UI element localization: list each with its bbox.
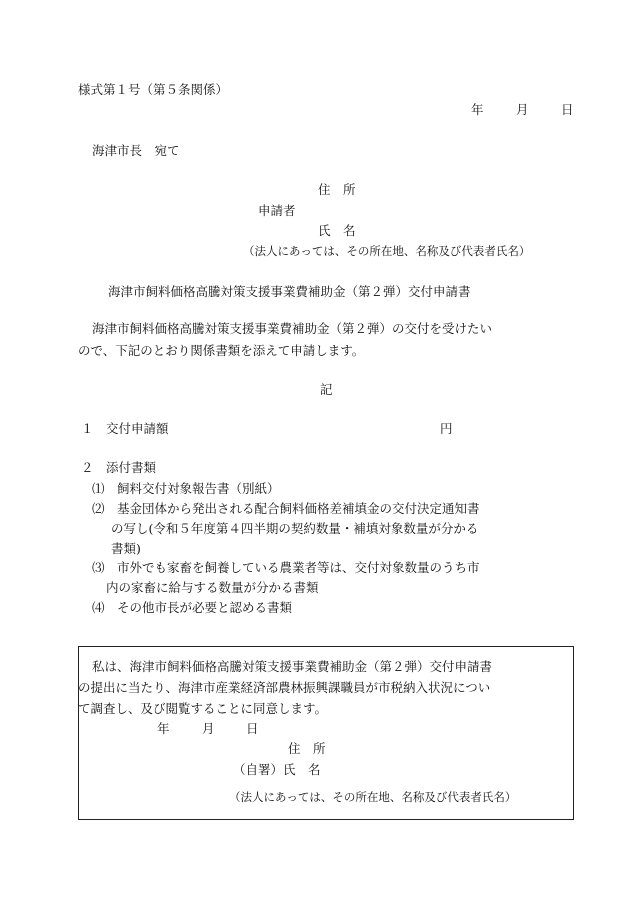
attachment-2-line-3: 書類)	[111, 541, 141, 556]
consent-line-3: て調査し、及び閲覧することに同意します。	[78, 701, 328, 716]
applicant-address-label: 住 所	[318, 182, 356, 197]
consent-month-label: 月	[202, 721, 215, 736]
consent-year-label: 年	[157, 721, 170, 736]
applicant-label: 申請者	[258, 203, 296, 218]
ki-heading: 記	[320, 382, 333, 397]
consent-line-1: 私は、海津市飼料価格高騰対策支援事業費補助金（第２弾）交付申請書	[92, 659, 493, 674]
addressee: 海津市長 宛て	[92, 143, 180, 158]
item1-unit: 円	[440, 421, 453, 436]
form-number: 様式第１号（第５条関係）	[78, 82, 229, 97]
attachment-1: ⑴ 飼料交付対象報告書（別紙）	[92, 481, 280, 496]
attachment-2-line-1: ⑵ 基金団体から発出される配合飼料価格差補填金の交付決定通知書	[92, 501, 480, 516]
attachment-4: ⑷ その他市長が必要と認める書類	[92, 600, 293, 615]
item2-label: ２ 添付書類	[81, 460, 157, 475]
body-line-2: ので、下記のとおり関係書類を添えて申請します。	[78, 343, 365, 358]
attachment-3-line-2: 内の家畜に給与する数量が分かる書類	[106, 580, 319, 595]
item1-label: １ 交付申請額	[81, 421, 169, 436]
date-month-label: 月	[516, 102, 529, 117]
body-line-1: 海津市飼料価格高騰対策支援事業費補助金（第２弾）の交付を受けたい	[92, 321, 493, 336]
attachment-3-line-1: ⑶ 市外でも家畜を飼養している農業者等は、交付対象数量のうち市	[92, 560, 480, 575]
date-year-label: 年	[471, 102, 484, 117]
date-day-label: 日	[561, 102, 574, 117]
document-title: 海津市飼料価格高騰対策支援事業費補助金（第２弾）交付申請書	[108, 284, 471, 299]
attachment-2-line-2: の写し(令和５年度第４四半期の契約数量・補填対象数量が分かる	[111, 521, 479, 536]
applicant-note: （法人にあっては、その所在地、名称及び代表者氏名）	[243, 244, 531, 258]
consent-note: （法人にあっては、その所在地、名称及び代表者氏名）	[229, 790, 517, 804]
consent-address-label: 住 所	[288, 741, 326, 756]
consent-signature-label: （自署）氏 名	[233, 762, 321, 777]
consent-day-label: 日	[246, 721, 259, 736]
applicant-name-label: 氏 名	[318, 223, 356, 238]
consent-line-2: の提出に当たり、海津市産業経済部農林振興課職員が市税納入状況につい	[78, 680, 491, 695]
